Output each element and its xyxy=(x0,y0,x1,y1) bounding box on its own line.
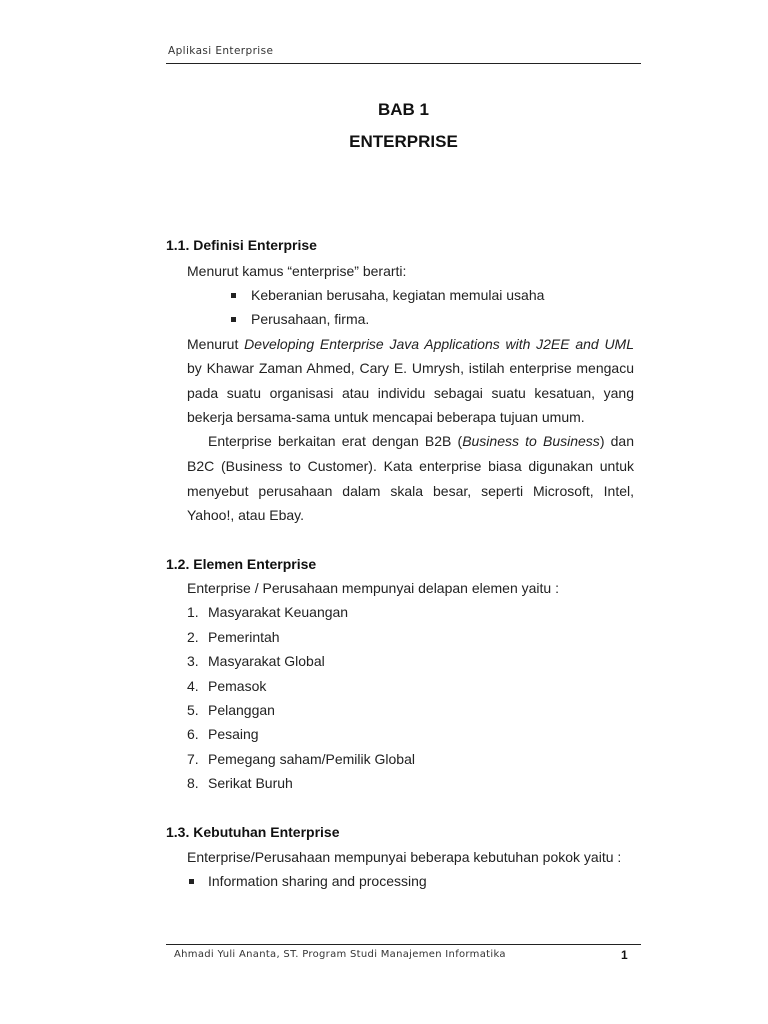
list-number: 6. xyxy=(187,726,199,742)
list-number: 4. xyxy=(187,678,199,694)
paragraph-line: bekerja bersama-sama untuk mencapai beberapa tujuan umum. xyxy=(187,409,585,425)
footer-text: Ahmadi Yuli Ananta, ST. Program Studi Manajemen Informatika xyxy=(174,949,506,960)
list-item: Pelanggan xyxy=(208,702,275,718)
list-item: Pemegang saham/Pemilik Global xyxy=(208,751,415,767)
section-heading-1-1: 1.1. Definisi Enterprise xyxy=(166,237,317,253)
list-number: 5. xyxy=(187,702,199,718)
b2b-expansion: Business to Business xyxy=(462,433,600,449)
list-item: Masyarakat Keuangan xyxy=(208,604,349,620)
paragraph-line: pada suatu organisasi atau individu sebagai suatu kesatuan, yang xyxy=(187,385,634,401)
section-1-1-intro: Menurut kamus “enterprise” berarti: xyxy=(187,263,407,279)
chapter-title: ENTERPRISE xyxy=(349,132,458,151)
paragraph-line: Yahoo!, atau Ebay. xyxy=(187,507,305,523)
list-item: Pesaing xyxy=(208,726,259,742)
book-title: Developing Enterprise Java Applications with J2EE and UML xyxy=(244,336,634,352)
paragraph-line: B2C (Business to Customer). Kata enterprise biasa digunakan untuk xyxy=(187,458,634,474)
list-number: 7. xyxy=(187,751,199,767)
list-number: 3. xyxy=(187,653,199,669)
paragraph-line xyxy=(187,336,634,352)
section-1-3-intro: Enterprise/Perusahaan mempunyai beberapa kebutuhan pokok yaitu : xyxy=(187,849,622,865)
section-1-2-intro: Enterprise / Perusahaan mempunyai delapan elemen yaitu : xyxy=(187,580,559,596)
paragraph-line xyxy=(208,433,634,449)
para2-prefix: Enterprise berkaitan erat dengan B2B ( xyxy=(208,433,463,449)
bullet-marker xyxy=(231,293,236,298)
paragraph-line: by Khawar Zaman Ahmed, Cary E. Umrysh, istilah enterprise mengacu xyxy=(187,360,634,376)
bullet-marker xyxy=(189,879,194,884)
para2-suffix: ) dan xyxy=(599,433,634,449)
list-item: Masyarakat Global xyxy=(208,653,325,669)
list-number: 1. xyxy=(187,604,199,620)
chapter-number: BAB 1 xyxy=(377,100,429,119)
list-item: Pemerintah xyxy=(208,629,280,645)
footer-rule xyxy=(166,944,641,945)
paragraph-line: menyebut perusahaan dalam skala besar, seperti Microsoft, Intel, xyxy=(187,483,634,499)
bullet-marker xyxy=(231,317,236,322)
section-heading-1-2: 1.2. Elemen Enterprise xyxy=(166,556,317,572)
list-item: Serikat Buruh xyxy=(208,775,293,791)
bullet-item: Keberanian berusaha, kegiatan memulai usaha xyxy=(251,287,545,303)
page-number: 1 xyxy=(621,948,628,962)
list-number: 2. xyxy=(187,629,199,645)
running-header: Aplikasi Enterprise xyxy=(168,45,274,57)
list-number: 8. xyxy=(187,775,199,791)
para1-prefix: Menurut xyxy=(187,336,245,352)
list-item: Pemasok xyxy=(208,678,267,694)
header-rule xyxy=(166,63,641,64)
bullet-item: Information sharing and processing xyxy=(208,873,427,889)
section-heading-1-3: 1.3. Kebutuhan Enterprise xyxy=(166,824,340,840)
bullet-item: Perusahaan, firma. xyxy=(251,311,370,327)
